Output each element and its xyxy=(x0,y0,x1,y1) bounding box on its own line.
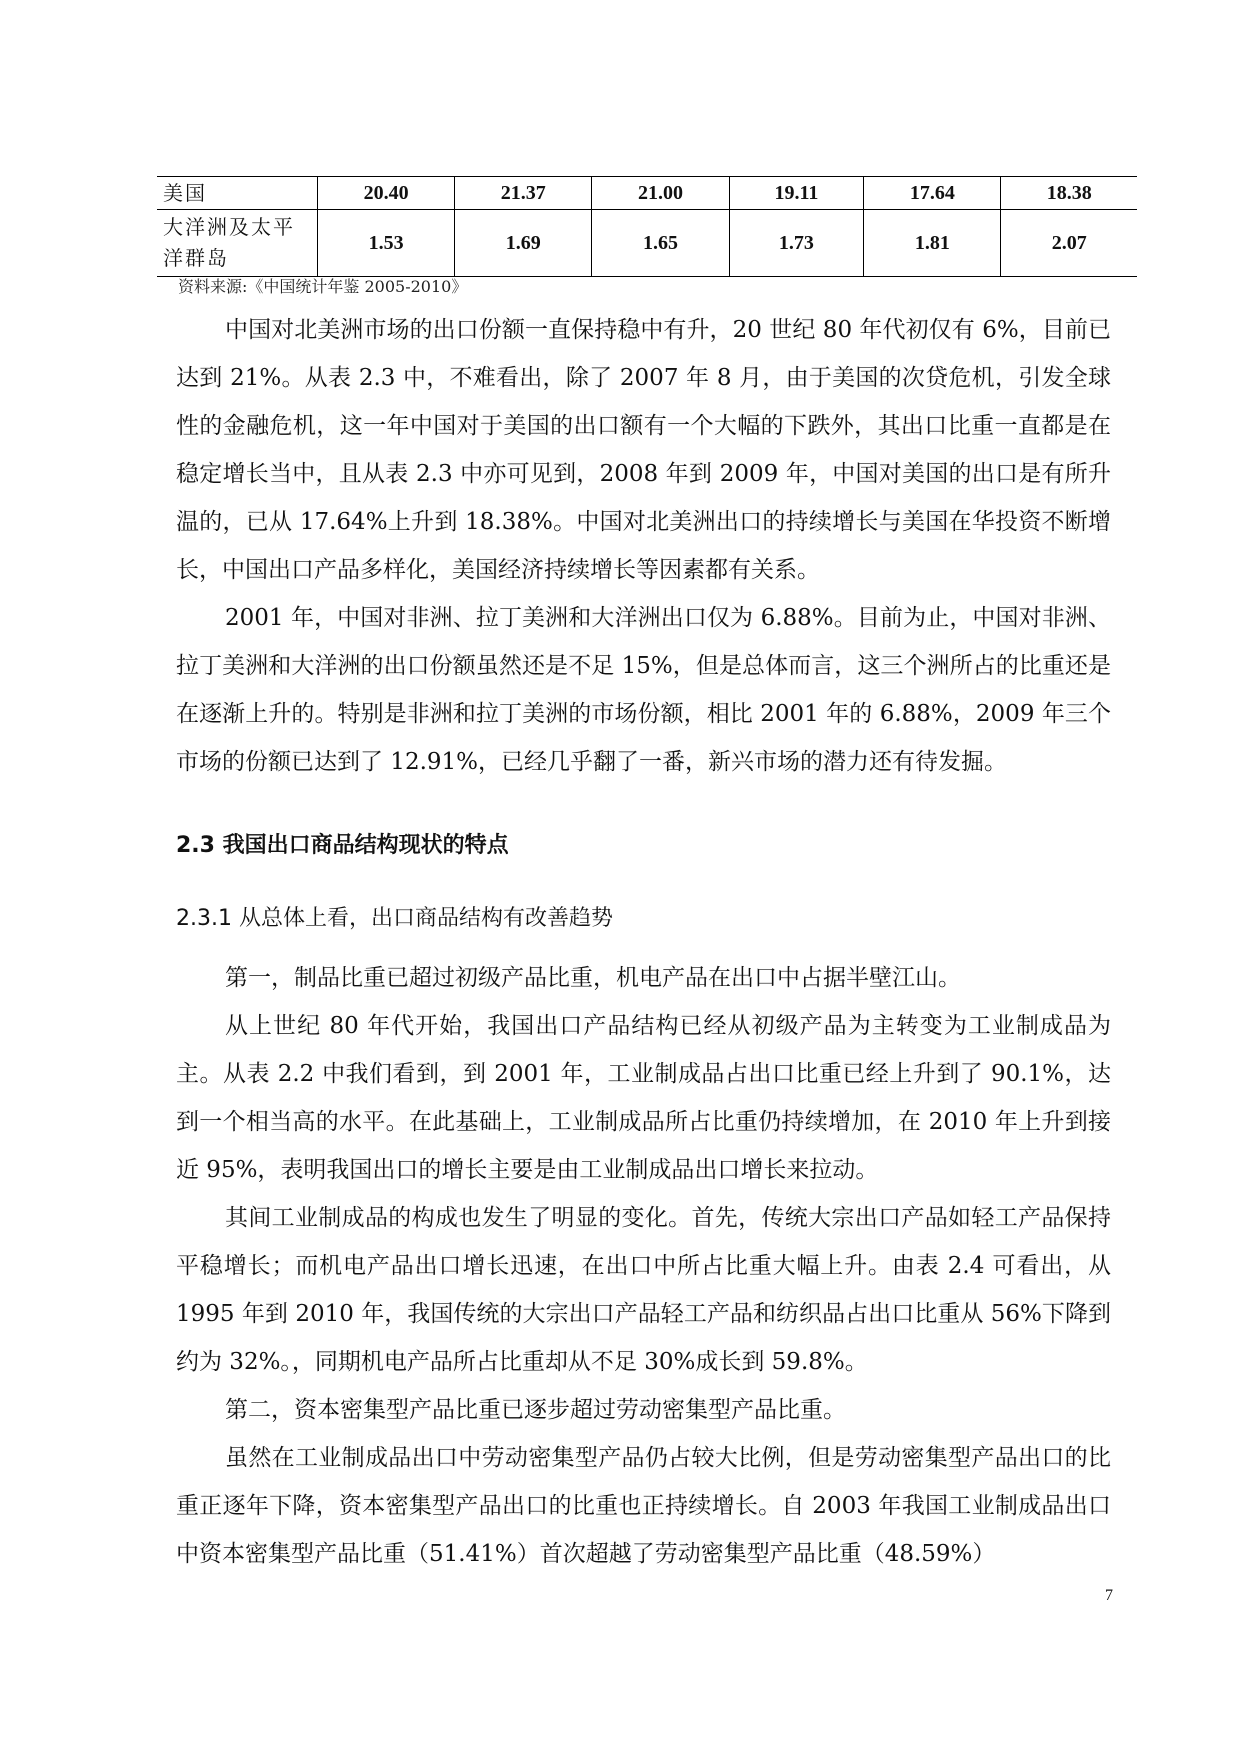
table-cell: 1.65 xyxy=(592,210,729,277)
table-cell: 1.69 xyxy=(455,210,592,277)
source-note: 资料来源:《中国统计年鉴 2005-2010》 xyxy=(178,277,468,296)
table-cell: 19.11 xyxy=(729,177,864,210)
table-row xyxy=(157,210,1137,277)
paragraph-manufactures: 从上世纪 80 年代开始，我国出口产品结构已经从初级产品为主转变为工业制成品为主。从表 2.2 中我们看到，到 2001 年，工业制成品占出口比重已经上升到了 90.1%，达到一个相当高的水平。在此基础上，工业制成品所占比重仍持续增加，在 2010 年上升到接近 95%，表明我国出口的增长主要是由工业制成品出口增长来拉动。 xyxy=(176,1013,1111,1183)
table-cell: 17.64 xyxy=(864,177,1001,210)
paragraph-capital-intensive: 虽然在工业制成品出口中劳动密集型产品仍占较大比例，但是劳动密集型产品出口的比重正逐年下降，资本密集型产品出口的比重也正持续增长。自 2003 年我国工业制成品出口中资本密集型产品比重（51.41%）首次超越了劳动密集型产品比重（48.59%） xyxy=(176,1445,1111,1567)
table-cell: 1.53 xyxy=(318,210,455,277)
subsection-heading: 2.3.1 从总体上看，出口商品结构有改善趋势 xyxy=(176,906,613,931)
section-heading: 2.3 我国出口商品结构现状的特点 xyxy=(176,833,509,858)
table-cell: 21.00 xyxy=(592,177,729,210)
table-cell: 21.37 xyxy=(455,177,592,210)
row-label: 大洋洲及太平洋群岛 xyxy=(157,210,318,277)
paragraph-point-two: 第二，资本密集型产品比重已逐步超过劳动密集型产品比重。 xyxy=(225,1397,846,1423)
table-cell: 1.73 xyxy=(729,210,864,277)
paragraph-emerging-markets: 2001 年，中国对非洲、拉丁美洲和大洋洲出口仅为 6.88%。目前为止，中国对非洲、拉丁美洲和大洋洲的出口份额虽然还是不足 15%，但是总体而言，这三个洲所占的比重还是在逐渐上升的。特别是非洲和拉丁美洲的市场份额，相比 2001 年的 6.88%，2009 年三个市场的份额已达到了 12.91%，已经几乎翻了一番，新兴市场的潜力还有待发掘。 xyxy=(176,605,1111,775)
row-label: 美国 xyxy=(157,177,318,210)
paragraph-north-america: 中国对北美洲市场的出口份额一直保持稳中有升，20 世纪 80 年代初仅有 6%，目前已达到 21%。从表 2.3 中，不难看出，除了 2007 年 8 月，由于美国的次贷危机，引发全球性的金融危机，这一年中国对于美国的出口额有一个大幅的下跌外，其出口比重一直都是在稳定增长当中，且从表 2.3 中亦可见到，2008 年到 2009 年，中国对美国的出口是有所升温的，已从 17.64%上升到 18.38%。中国对北美洲出口的持续增长与美国在华投资不断增长，中国出口产品多样化，美国经济持续增长等因素都有关系。 xyxy=(176,317,1111,583)
table-cell: 1.81 xyxy=(864,210,1001,277)
table-cell: 20.40 xyxy=(318,177,455,210)
table-row xyxy=(157,177,1137,210)
table-cell: 2.07 xyxy=(1001,210,1137,277)
export-share-table xyxy=(157,176,1137,277)
table-cell: 18.38 xyxy=(1001,177,1137,210)
paragraph-composition: 其间工业制成品的构成也发生了明显的变化。首先，传统大宗出口产品如轻工产品保持平稳增长；而机电产品出口增长迅速，在出口中所占比重大幅上升。由表 2.4 可看出，从 1995 年到 2010 年，我国传统的大宗出口产品轻工产品和纺织品占出口比重从 56%下降到约为 32%。，同期机电产品所占比重却从不足 30%成长到 59.8%。 xyxy=(176,1205,1111,1375)
paragraph-point-one: 第一，制品比重已超过初级产品比重，机电产品在出口中占据半壁江山。 xyxy=(225,965,961,991)
page-number: 7 xyxy=(1105,1587,1113,1604)
